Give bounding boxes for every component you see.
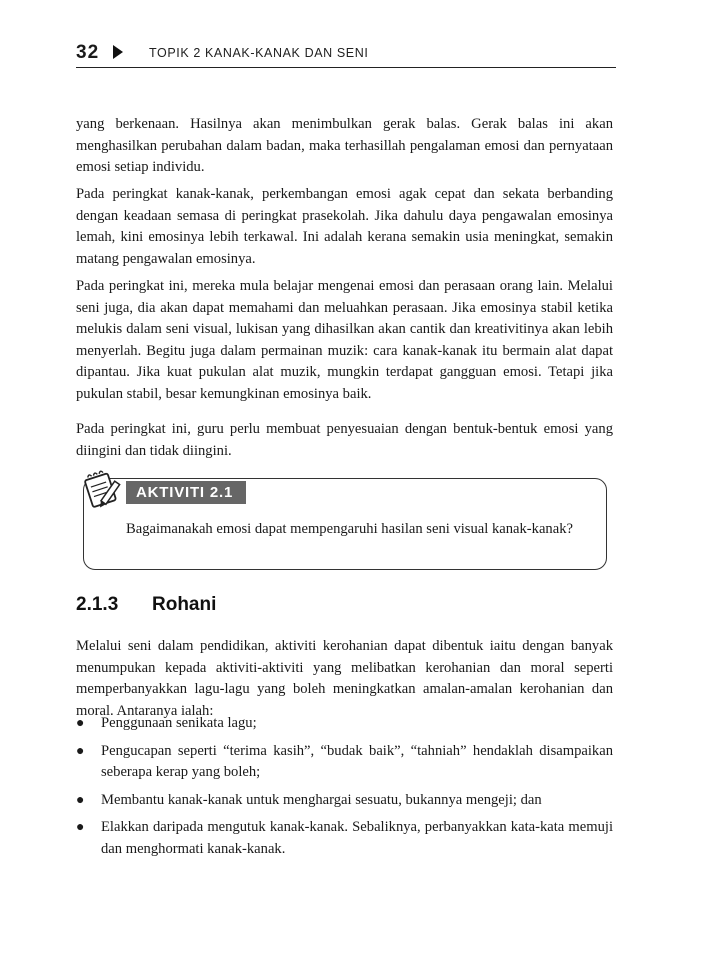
notepad-pencil-icon bbox=[78, 466, 124, 512]
triangle-arrow-icon bbox=[113, 45, 123, 59]
running-header bbox=[76, 40, 616, 68]
list-item-text: Penggunaan senikata lagu; bbox=[101, 715, 257, 731]
list-item bbox=[76, 790, 613, 812]
paragraph-1: yang berkenaan. Hasilnya akan menimbulkan gerak balas. Gerak balas ini akan menghasilkan perubahan dalam badan, maka terhasillah pengalaman emosi dan pernyataan emosi setiap individu. bbox=[76, 116, 613, 176]
list-item bbox=[76, 741, 613, 784]
section-number: 2.1.3 bbox=[76, 594, 119, 615]
bullet-icon: ● bbox=[76, 743, 85, 759]
bullet-icon: ● bbox=[76, 716, 85, 731]
running-title: TOPIK 2 KANAK-KANAK DAN SENI bbox=[149, 46, 369, 60]
list-item-text: Elakkan daripada mengutuk kanak-kanak. Sebaliknya, perbanyakkan kata-kata memuji dan menghormati kanak-kanak. bbox=[101, 819, 613, 857]
section-title: Rohani bbox=[152, 594, 217, 615]
list-item bbox=[76, 817, 613, 860]
paragraph-2: Pada peringkat kanak-kanak, perkembangan emosi agak cepat dan sekata berbanding dengan keadaan semasa di peringkat prasekolah. Jika dahulu daya pengawalan emosinya lemah, kini emosinya lebih terkawal. Ini adalah kerana semakin usia meningkat, semakin matang pengawalan emosinya. bbox=[76, 186, 613, 267]
bullet-icon: ● bbox=[76, 820, 85, 836]
activity-label: AKTIVITI 2.1 bbox=[126, 481, 246, 504]
section-heading bbox=[76, 594, 216, 616]
paragraph-4: Pada peringkat ini, guru perlu membuat penyesuaian dengan bentuk-bentuk emosi yang diingini dan tidak diingini. bbox=[76, 421, 613, 459]
bullet-list bbox=[76, 713, 613, 867]
list-item-text: Pengucapan seperti “terima kasih”, “budak baik”, “tahniah” hendaklah disampaikan seberapa kerap yang boleh; bbox=[101, 742, 613, 781]
page-number: 32 bbox=[76, 42, 100, 63]
section-intro: Melalui seni dalam pendidikan, aktiviti kerohanian dapat dibentuk iaitu dengan banyak menumpukan kepada aktiviti-aktiviti yang melibatkan kerohanian dan moral seperti memperbanyakkan lagu-lagu yang boleh meningkatkan amalan-amalan kerohanian dan moral. Antaranya ialah: bbox=[76, 638, 613, 719]
bullet-icon: ● bbox=[76, 792, 85, 808]
paragraph-3: Pada peringkat ini, mereka mula belajar mengenai emosi dan perasaan orang lain. Melalui seni juga, dia akan dapat memahami dan meluahkan perasaan. Jika emosinya stabil ketika melukis dalam seni visual, lukisan yang dihasilkan akan cantik dan kreativitinya akan lebih menyerlah. Begitu juga dalam permainan muzik: cara kanak-kanak itu bermain alat dapat dipantau. Jika kuat pukulan alat muzik, mungkin terdapat gangguan emosi. Tetapi jika pukulan stabil, besar kemungkinan emosinya baik. bbox=[76, 278, 613, 402]
activity-question: Bagaimanakah emosi dapat mempengaruhi hasilan seni visual kanak-kanak? bbox=[126, 521, 573, 537]
list-item-text: Membantu kanak-kanak untuk menghargai sesuatu, bukannya mengeji; dan bbox=[101, 791, 542, 808]
list-item bbox=[76, 713, 613, 735]
